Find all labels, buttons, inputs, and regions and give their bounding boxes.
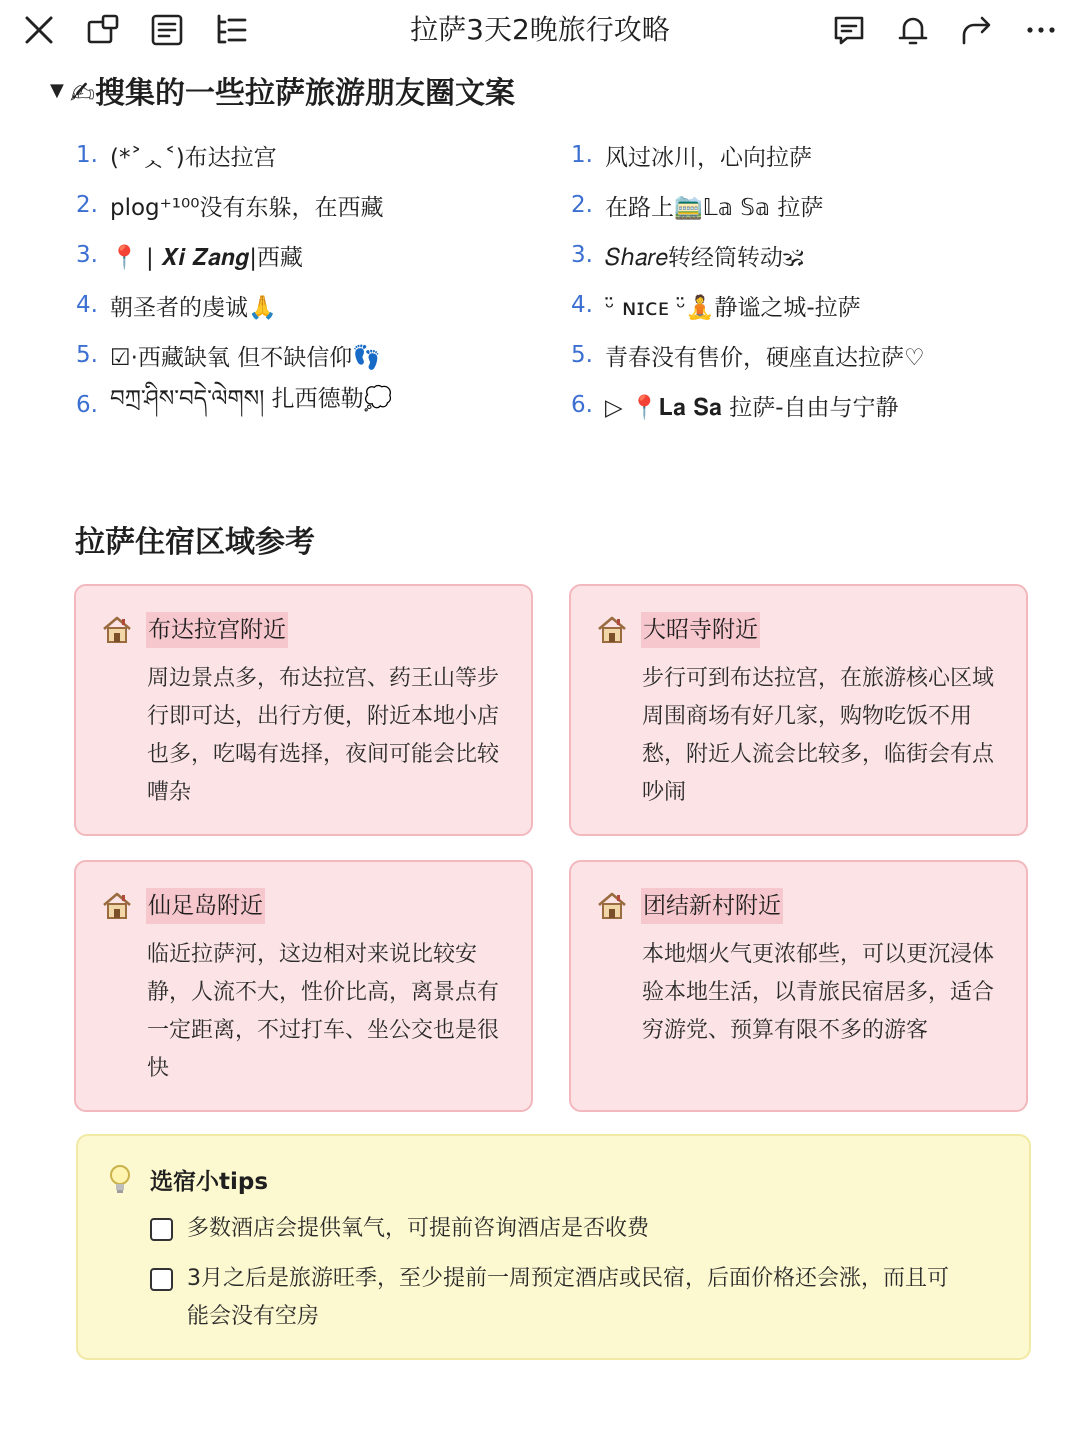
list-number: 6. — [571, 392, 593, 418]
card-title: 仙足岛附近 — [146, 888, 265, 924]
house-icon — [595, 613, 629, 647]
list-number: 3. — [571, 242, 593, 268]
tips-callout — [76, 1134, 1031, 1360]
list-text: 朝圣者的虔诚🙏 — [110, 294, 277, 321]
list-item — [571, 230, 1051, 280]
tips-title: 选宿小tips — [150, 1168, 269, 1195]
lodging-card-potala — [74, 584, 533, 836]
top-bar — [0, 0, 1080, 62]
list-item — [76, 280, 556, 330]
house-icon — [100, 889, 134, 923]
page-title: 拉萨3天2晚旅行攻略 — [410, 13, 670, 46]
list-number: 5. — [76, 342, 98, 368]
house-icon — [100, 613, 134, 647]
card-body: 临近拉萨河，这边相对来说比较安静，人流不大，性价比高，离景点有一定距离，不过打车、坐公交也是很快 — [147, 942, 500, 1081]
close-icon[interactable] — [19, 10, 59, 50]
list-number: 1. — [571, 142, 593, 168]
list-item — [76, 180, 556, 230]
list-text: ᵕ̈ ɴɪᴄᴇ ᵕ̈🧘静谧之城-拉萨 — [605, 294, 861, 321]
list-item — [571, 280, 1051, 330]
list-text: plog⁺¹⁰⁰没有东躲，在西藏 — [110, 194, 384, 221]
list-number: 3. — [76, 242, 98, 268]
card-title: 团结新村附近 — [641, 888, 783, 924]
list-item — [571, 330, 1051, 380]
document-list-icon[interactable] — [147, 10, 187, 50]
list-item — [76, 230, 556, 280]
list-number: 4. — [76, 292, 98, 318]
list-text: 📍 | 𝑿𝒊 𝒁𝒂𝒏𝒈|西藏 — [110, 244, 303, 271]
todo-item — [150, 1260, 970, 1336]
bell-icon[interactable] — [893, 10, 933, 50]
lodging-card-tuanjie — [569, 860, 1028, 1112]
todo-text: 多数酒店会提供氧气，可提前咨询酒店是否收费 — [187, 1216, 650, 1241]
list-number: 4. — [571, 292, 593, 318]
list-number: 6. — [76, 392, 98, 418]
list-number: 2. — [76, 192, 98, 218]
card-body: 步行可到布达拉宫，在旅游核心区域周围商场有好几家，购物吃饭不用愁，附近人流会比较多，临街会有点吵闹 — [642, 666, 995, 805]
list-text: བཀྲ་ཤིས་བདེ་ལེགས། 扎西德勒💭 — [110, 385, 393, 412]
todo-item — [150, 1210, 970, 1248]
list-text: ▷ 📍𝐋𝐚 𝐒𝐚 拉萨-自由与宁静 — [605, 394, 899, 421]
checkbox[interactable] — [150, 1268, 173, 1291]
list-text: (*˃ᆺ˂)布达拉宫 — [110, 144, 277, 171]
section-title: ✍搜集的一些拉萨旅游朋友圈文案 — [69, 76, 515, 111]
house-icon — [595, 889, 629, 923]
list-item — [76, 130, 556, 180]
lodging-card-xianzudao — [74, 860, 533, 1112]
todo-text: 3月之后是旅游旺季，至少提前一周预定酒店或民宿，后面价格还会涨，而且可能会没有空房 — [187, 1266, 949, 1329]
caption-list-right — [571, 130, 1051, 430]
list-text: 风过冰川，心向拉萨 — [605, 144, 812, 171]
list-number: 5. — [571, 342, 593, 368]
list-item — [571, 380, 1051, 430]
section-heading-lodging: 拉萨住宿区域参考 — [75, 525, 315, 560]
comment-icon[interactable] — [829, 10, 869, 50]
card-title: 布达拉宫附近 — [146, 612, 288, 648]
more-icon[interactable] — [1021, 10, 1061, 50]
list-number: 1. — [76, 142, 98, 168]
list-item — [571, 130, 1051, 180]
section-heading-captions — [50, 66, 515, 114]
list-text: 青春没有售价，硬座直达拉萨♡ — [605, 344, 925, 371]
share-icon[interactable] — [957, 10, 997, 50]
lodging-card-jokhang — [569, 584, 1028, 836]
card-title: 大昭寺附近 — [641, 612, 760, 648]
list-text: ☑·西藏缺氧 但不缺信仰👣 — [110, 344, 381, 371]
lightbulb-icon — [106, 1162, 134, 1196]
checkbox[interactable] — [150, 1218, 173, 1241]
card-body: 本地烟火气更浓郁些，可以更沉浸体验本地生活，以青旅民宿居多，适合穷游党、预算有限不多的游客 — [642, 942, 995, 1043]
collapse-toggle-icon[interactable]: ▼ — [50, 79, 64, 101]
card-body: 周边景点多，布达拉宫、药王山等步行即可达，出行方便，附近本地小店也多，吃喝有选择，夜间可能会比较嘈杂 — [147, 666, 500, 805]
caption-list-left — [76, 130, 556, 430]
list-text: 𝑆ℎ𝑎𝑟𝑒转经筒转动🕉 — [605, 244, 804, 271]
list-item — [76, 380, 556, 430]
list-item — [571, 180, 1051, 230]
floating-window-icon[interactable] — [83, 10, 123, 50]
list-text: 在路上🚞𝕃𝕒 𝕊𝕒 拉萨 — [605, 194, 824, 221]
outline-icon[interactable] — [211, 10, 251, 50]
list-number: 2. — [571, 192, 593, 218]
